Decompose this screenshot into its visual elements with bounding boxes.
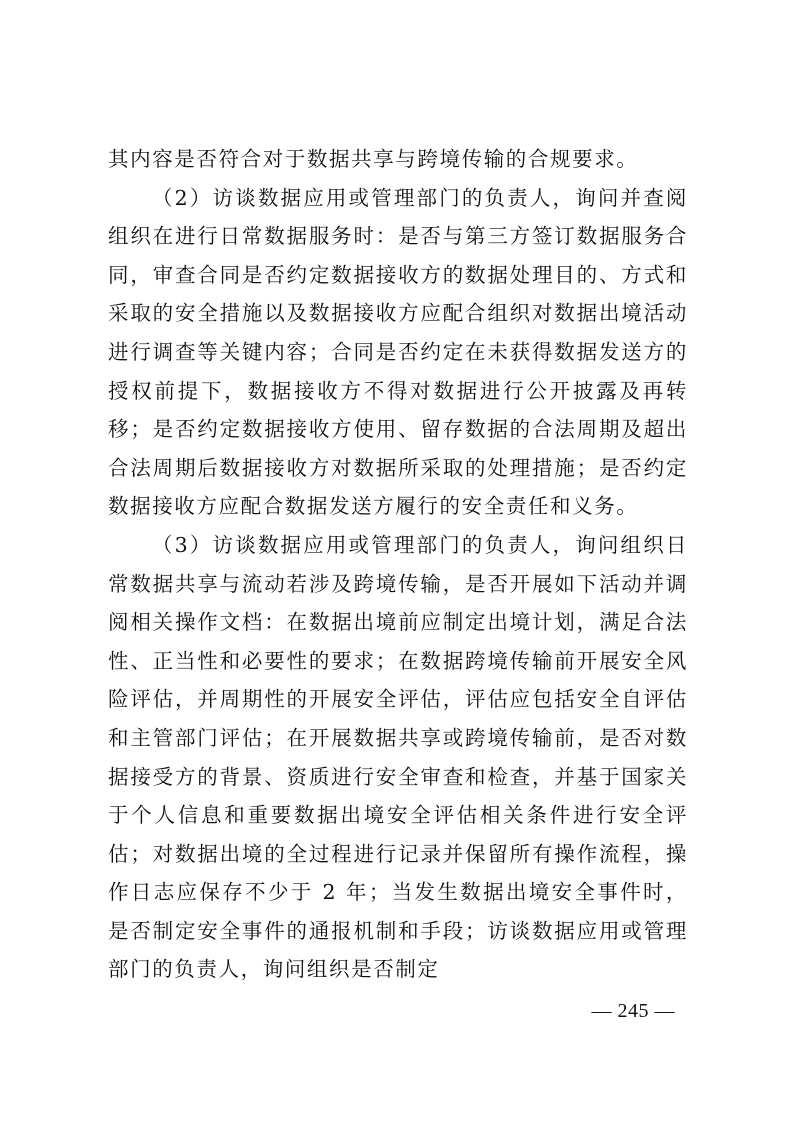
paragraph-item-2: （2）访谈数据应用或管理部门的负责人，询问并查阅组织在进行日常数据服务时：是否与第三方签订数据服务合同，审查合同是否约定数据接收方的数据处理目的、方式和采取的安全措施以及数据接收方应配合组织对数据出境活动进行调查等关键内容；合同是否约定在未获得数据发送方的授权前提下，数据接收方不得对数据进行公开披露及再转移；是否约定数据接收方使用、留存数据的合法周期及超出合法周期后数据接收方对数据所采取的处理措施；是否约定数据接收方应配合数据发送方履行的安全责任和义务。 (108, 185, 688, 519)
paragraph-item-3: （3）访谈数据应用或管理部门的负责人，询问组织日常数据共享与流动若涉及跨境传输，是否开展如下活动并调阅相关操作文档：在数据出境前应制定出境计划，满足合法性、正当性和必要性的要求；在数据跨境传输前开展安全风险评估，并周期性的开展安全评估，评估应包括安全自评估和主管部门评估；在开展数据共享或跨境传输前，是否对数据接受方的背景、资质进行安全审查和检查，并基于国家关于个人信息和重要数据出境安全评估相关条件进行安全评估；对数据出境的全过程进行记录并保留所有操作流程，操作日志应保存不少于 2 年；当发生数据出境安全事件时，是否制定安全事件的通报机制和手段；访谈数据应用或管理部门的负责人，询问组织是否制定 (108, 532, 688, 982)
body-text (108, 140, 688, 989)
page-number: — 245 — (591, 1000, 675, 1022)
paragraph-continuation: 其内容是否符合对于数据共享与跨境传输的合规要求。 (108, 147, 639, 171)
